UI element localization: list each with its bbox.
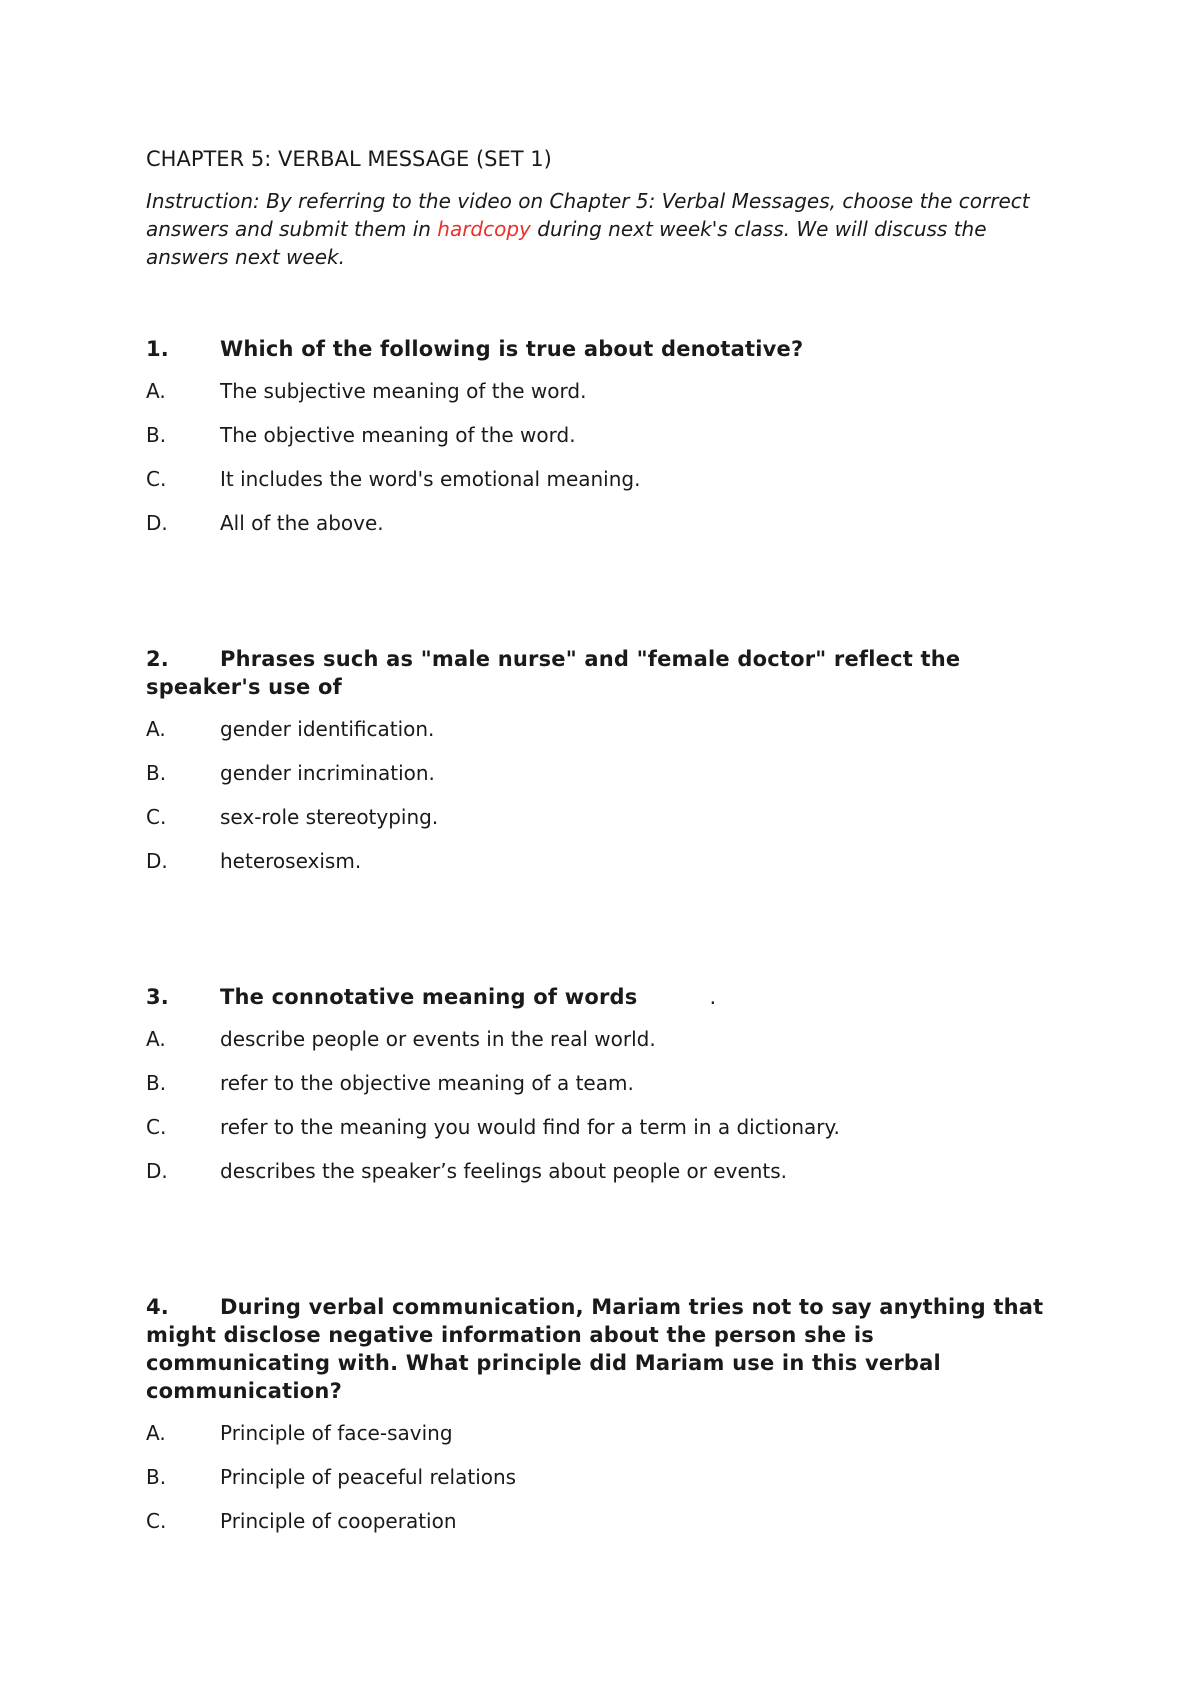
question-number: 4. <box>146 1295 169 1319</box>
question-stem-tail: . <box>709 985 717 1009</box>
option-letter: D. <box>146 511 168 535</box>
option-c[interactable] <box>146 1507 1046 1551</box>
option-text: describes the speaker’s feelings about people or events. <box>220 1159 788 1183</box>
question-1 <box>146 335 1046 553</box>
option-letter: D. <box>146 849 168 873</box>
question-2 <box>146 645 1046 891</box>
option-a[interactable] <box>146 1025 1046 1069</box>
option-text: sex-role stereotyping. <box>220 805 439 829</box>
option-d[interactable] <box>146 1157 1046 1201</box>
question-text: Phrases such as "male nurse" and "female doctor" reflect the speaker's use of <box>146 647 961 699</box>
option-a[interactable] <box>146 715 1046 759</box>
option-letter: A. <box>146 379 166 403</box>
option-letter: C. <box>146 1115 167 1139</box>
option-c[interactable] <box>146 465 1046 509</box>
option-list <box>146 1025 1046 1201</box>
option-letter: B. <box>146 423 167 447</box>
option-letter: D. <box>146 1159 168 1183</box>
option-a[interactable] <box>146 1419 1046 1463</box>
option-text: describe people or events in the real world. <box>220 1027 656 1051</box>
question-stem <box>146 645 1046 701</box>
option-letter: B. <box>146 1465 167 1489</box>
instruction-text-start: Instruction: By referring to the video on Chapter 5: Verbal Messages, choose the correct answers and submit them in <box>146 189 1030 241</box>
question-stem <box>146 983 1046 1011</box>
option-list <box>146 1419 1046 1551</box>
question-stem <box>146 335 1046 363</box>
option-text: The subjective meaning of the word. <box>220 379 587 403</box>
option-list <box>146 377 1046 553</box>
option-letter: A. <box>146 717 166 741</box>
instruction-text-end: during next week's class. We will discuss the answers next week. <box>146 217 987 269</box>
option-text: Principle of face-saving <box>220 1421 453 1445</box>
question-stem <box>146 1293 1046 1405</box>
option-letter: A. <box>146 1421 166 1445</box>
option-b[interactable] <box>146 1463 1046 1507</box>
option-letter: C. <box>146 467 167 491</box>
option-text: heterosexism. <box>220 849 362 873</box>
question-number: 1. <box>146 337 169 361</box>
page-title: CHAPTER 5: VERBAL MESSAGE (SET 1) <box>146 147 552 171</box>
question-text: Which of the following is true about denotative? <box>220 337 804 361</box>
option-letter: B. <box>146 761 167 785</box>
option-text: Principle of cooperation <box>220 1509 457 1533</box>
question-3 <box>146 983 1046 1201</box>
option-text: gender identification. <box>220 717 435 741</box>
instruction-highlight: hardcopy <box>437 217 531 241</box>
instruction-paragraph <box>146 187 1046 271</box>
option-text: refer to the objective meaning of a team. <box>220 1071 634 1095</box>
option-letter: C. <box>146 805 167 829</box>
question-number: 3. <box>146 985 169 1009</box>
option-text: The objective meaning of the word. <box>220 423 576 447</box>
question-number: 2. <box>146 647 169 671</box>
question-text: During verbal communication, Mariam tries not to say anything that might disclose negative information about the person she is communicating with. What principle did Mariam use in this verbal communication? <box>146 1295 1044 1403</box>
option-text: Principle of peaceful relations <box>220 1465 517 1489</box>
question-text: The connotative meaning of words <box>220 985 638 1009</box>
option-d[interactable] <box>146 509 1046 553</box>
option-letter: C. <box>146 1509 167 1533</box>
option-c[interactable] <box>146 1113 1046 1157</box>
document-content <box>146 145 1046 1533</box>
option-d[interactable] <box>146 847 1046 891</box>
option-b[interactable] <box>146 759 1046 803</box>
option-text: It includes the word's emotional meaning. <box>220 467 641 491</box>
option-b[interactable] <box>146 1069 1046 1113</box>
option-letter: B. <box>146 1071 167 1095</box>
option-c[interactable] <box>146 803 1046 847</box>
question-4 <box>146 1293 1046 1551</box>
option-a[interactable] <box>146 377 1046 421</box>
option-b[interactable] <box>146 421 1046 465</box>
option-text: All of the above. <box>220 511 384 535</box>
option-text: gender incrimination. <box>220 761 435 785</box>
option-letter: A. <box>146 1027 166 1051</box>
option-list <box>146 715 1046 891</box>
option-text: refer to the meaning you would find for a term in a dictionary. <box>220 1115 840 1139</box>
